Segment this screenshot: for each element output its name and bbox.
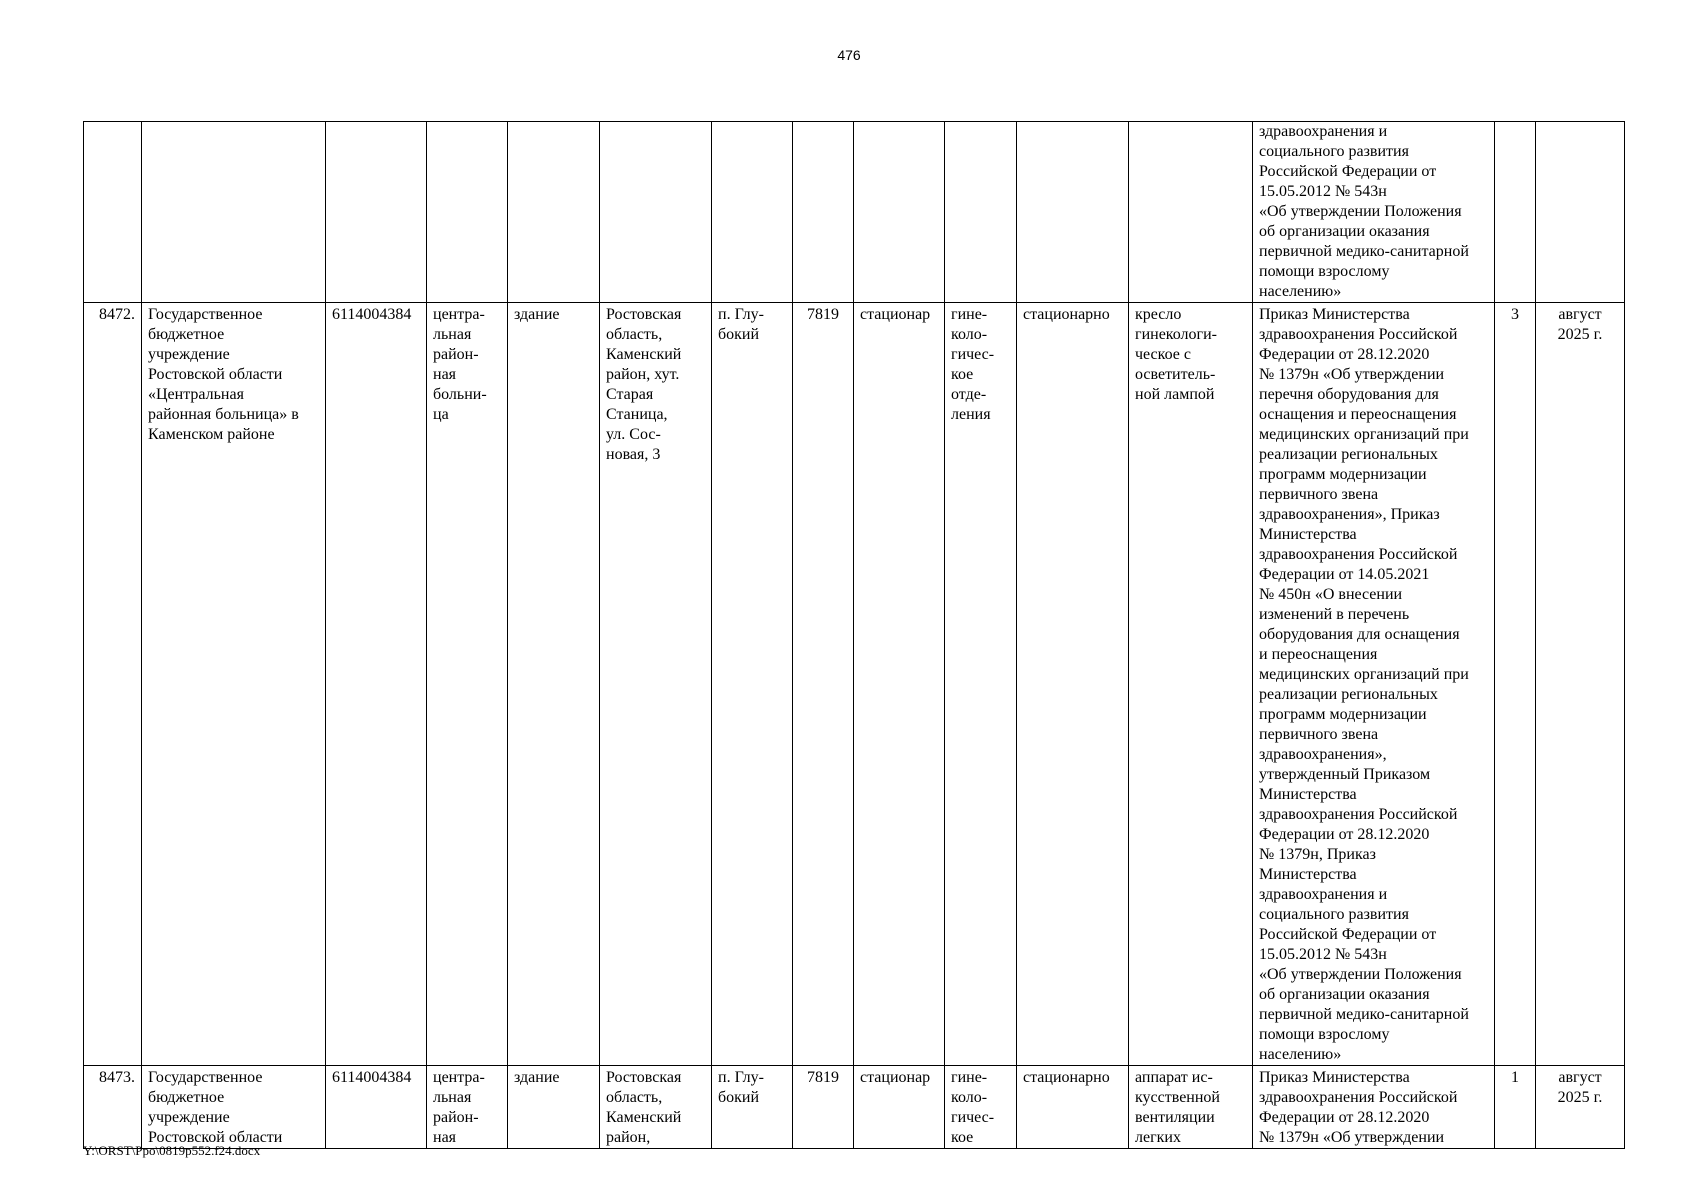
cell-date [1536, 303, 1625, 1066]
cell-org-type [427, 303, 508, 1066]
cell-line: осветитель- [1135, 366, 1216, 383]
table-row [84, 303, 1625, 1066]
cell-line: область, [606, 326, 663, 343]
cell-row-number: 8473. [84, 1066, 142, 1149]
cell-inn: 6114004384 [326, 1066, 427, 1149]
cell-line: август [1558, 306, 1602, 323]
cell-line: здравоохранения», Приказ [1259, 506, 1440, 523]
cell-line: гичес- [951, 1109, 995, 1126]
cell-equipment [1129, 303, 1253, 1066]
equipment-table [83, 121, 1625, 1149]
cell-equipment [1129, 1066, 1253, 1149]
cell-line: помощи взрослому [1259, 263, 1390, 280]
cell-code: 7819 [793, 1066, 854, 1149]
cell-line: «Центральная [148, 386, 244, 403]
cell-line: Министерства [1259, 526, 1357, 543]
cell-line: утвержденный Приказом [1259, 766, 1431, 783]
cell-line: ца [433, 406, 449, 423]
cell-line: здравоохранения Российской [1259, 1089, 1458, 1106]
cell-line: первичного звена [1259, 486, 1379, 503]
cell-line: Государственное [148, 1069, 263, 1086]
cell-address [600, 303, 712, 1066]
cell-line: оборудования для оснащения [1259, 626, 1460, 643]
cell-quantity: 1 [1495, 1066, 1536, 1149]
cell-line: № 1379н «Об утверждении [1259, 366, 1445, 383]
cell-condition: стационарно [1017, 303, 1129, 1066]
cell-line: коло- [951, 326, 988, 343]
cell-object: здание [508, 303, 600, 1066]
cell-line: Старая [606, 386, 654, 403]
cell-line: Министерства [1259, 786, 1357, 803]
cell-line: п. Глу- [718, 1069, 764, 1086]
cell-line: здравоохранения и [1259, 123, 1388, 140]
cell-line: район- [433, 1109, 479, 1126]
cell-document [1253, 303, 1495, 1066]
cell-line: населению» [1259, 1046, 1342, 1063]
cell-line: гинекологи- [1135, 326, 1217, 343]
cell-line: № 1379н «Об утверждении [1259, 1129, 1445, 1146]
cell-line: медицинских организаций при [1259, 426, 1469, 443]
cell-quantity: 3 [1495, 303, 1536, 1066]
cell-line: Каменском районе [148, 426, 275, 443]
cell-line: Ростовская [606, 1069, 682, 1086]
cell-line: гине- [951, 1069, 988, 1086]
cell-line: Российской Федерации от [1259, 926, 1437, 943]
page-number: 476 [837, 47, 861, 63]
cell-line: ления [951, 406, 991, 423]
footer-file-path: Y:\ORST\Ppo\0819p552.f24.docx [83, 1143, 261, 1158]
cell-line: оснащения и переоснащения [1259, 406, 1457, 423]
cell-line: бокий [718, 1089, 760, 1106]
cell-line: аппарат ис- [1135, 1069, 1213, 1086]
cell-line: Приказ Министерства [1259, 1069, 1410, 1086]
cell-line: п. Глу- [718, 306, 764, 323]
cell-line: больни- [433, 386, 487, 403]
cell-inn: 6114004384 [326, 303, 427, 1066]
cell-line: программ модернизации [1259, 466, 1427, 483]
cell-department [945, 1066, 1017, 1149]
table-row-continuation [84, 122, 1625, 303]
cell-line: центра- [433, 306, 485, 323]
cell-line: здравоохранения Российской [1259, 806, 1458, 823]
cell-line: Ростовская [606, 306, 682, 323]
cell-line: № 1379н, Приказ [1259, 846, 1376, 863]
cell-line: 2025 г. [1557, 1089, 1603, 1106]
cell-condition: стационарно [1017, 1066, 1129, 1149]
cell-line: перечня оборудования для [1259, 386, 1439, 403]
cell-line: об организации оказания [1259, 986, 1430, 1003]
cell-line: легких [1135, 1129, 1181, 1146]
cell-org-type [427, 1066, 508, 1149]
cell-code: 7819 [793, 303, 854, 1066]
cell-line: ная [433, 366, 457, 383]
cell-line: бюджетное [148, 1089, 225, 1106]
cell-line: отде- [951, 386, 987, 403]
cell-department [945, 303, 1017, 1066]
cell-line: ческое с [1135, 346, 1192, 363]
cell-line: здравоохранения», [1259, 746, 1387, 763]
cell-line: Федерации от 14.05.2021 [1259, 566, 1430, 583]
cell-line: Станица, [606, 406, 668, 423]
cell-line: кое [951, 1129, 974, 1146]
cell-line: здравоохранения Российской [1259, 326, 1458, 343]
cell-line: кусственной [1135, 1089, 1220, 1106]
cell-line: Федерации от 28.12.2020 [1259, 826, 1430, 843]
cell-document [1253, 1066, 1495, 1149]
cell-settlement [712, 303, 793, 1066]
cell-care-type: стационар [854, 1066, 945, 1149]
cell-line: об организации оказания [1259, 223, 1430, 240]
cell-line: Приказ Министерства [1259, 306, 1410, 323]
cell-line: населению» [1259, 283, 1342, 300]
cell-line: кресло [1135, 306, 1182, 323]
cell-line: программ модернизации [1259, 706, 1427, 723]
cell-line: первичной медико-санитарной [1259, 1006, 1469, 1023]
cell-line: первичного звена [1259, 726, 1379, 743]
cell-line: район- [433, 346, 479, 363]
cell-line: «Об утверждении Положения [1259, 966, 1462, 983]
cell-line: август [1558, 1069, 1602, 1086]
cell-line: новая, 3 [606, 446, 661, 463]
cell-line: Ростовской области [148, 366, 283, 383]
cell-line: учреждение [148, 1109, 230, 1126]
cell-line: и переоснащения [1259, 646, 1378, 663]
cell-line: Ростовской области [148, 1129, 283, 1146]
cell-line: учреждение [148, 346, 230, 363]
cell-date [1536, 1066, 1625, 1149]
cell-line: здравоохранения и [1259, 886, 1388, 903]
cell-line: вентиляции [1135, 1109, 1215, 1126]
cell-line: социального развития [1259, 906, 1409, 923]
cell-organization [142, 303, 326, 1066]
cell-settlement [712, 1066, 793, 1149]
cell-line: льная [433, 1089, 472, 1106]
cell-line: район, хут. [606, 366, 680, 383]
cell-care-type: стационар [854, 303, 945, 1066]
cell-line: здравоохранения Российской [1259, 546, 1458, 563]
cell-line: Федерации от 28.12.2020 [1259, 1109, 1430, 1126]
cell-line: Федерации от 28.12.2020 [1259, 346, 1430, 363]
cell-line: Каменский [606, 1109, 682, 1126]
cell-line: 2025 г. [1557, 326, 1603, 343]
cell-row-number: 8472. [84, 303, 142, 1066]
cell-line: кое [951, 366, 974, 383]
cell-line: Министерства [1259, 866, 1357, 883]
cell-line: бюджетное [148, 326, 225, 343]
cell-line: «Об утверждении Положения [1259, 203, 1462, 220]
cell-line: 15.05.2012 № 543н [1259, 946, 1387, 963]
cell-line: реализации региональных [1259, 686, 1438, 703]
cell-line: ная [433, 1129, 457, 1146]
cell-line: первичной медико-санитарной [1259, 243, 1469, 260]
cell-line: льная [433, 326, 472, 343]
cell-line: Российской Федерации от [1259, 163, 1437, 180]
cell-line: область, [606, 1089, 663, 1106]
cell-line: реализации региональных [1259, 446, 1438, 463]
cell-line: центра- [433, 1069, 485, 1086]
cell-line: медицинских организаций при [1259, 666, 1469, 683]
cell-line: изменений в перечень [1259, 606, 1410, 623]
cell-line: коло- [951, 1089, 988, 1106]
cell-line: ул. Сос- [606, 426, 661, 443]
table-row [84, 1066, 1625, 1149]
cell-line: районная больница» в [148, 406, 299, 423]
cell-address [600, 1066, 712, 1149]
cell-object: здание [508, 1066, 600, 1149]
cell-document [1253, 122, 1495, 303]
cell-line: 15.05.2012 № 543н [1259, 183, 1387, 200]
cell-line: социального развития [1259, 143, 1409, 160]
cell-line: гине- [951, 306, 988, 323]
cell-line: № 450н «О внесении [1259, 586, 1403, 603]
cell-line: район, [606, 1129, 651, 1146]
cell-line: Государственное [148, 306, 263, 323]
cell-organization [142, 1066, 326, 1149]
cell-line: гичес- [951, 346, 995, 363]
cell-line: ной лампой [1135, 386, 1215, 403]
cell-line: бокий [718, 326, 760, 343]
cell-line: Каменский [606, 346, 682, 363]
cell-line: помощи взрослому [1259, 1026, 1390, 1043]
